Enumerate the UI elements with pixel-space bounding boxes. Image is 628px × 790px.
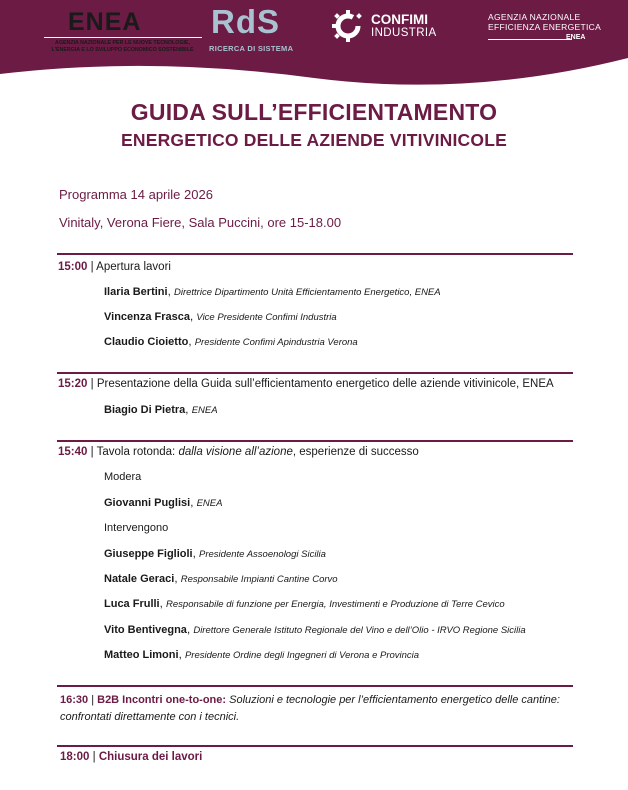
- session-title: Chiusura dei lavori: [98, 751, 203, 763]
- speaker-role: Responsabile di funzione per Energia, Investimenti e Produzione di Terre Cevico: [166, 599, 505, 610]
- speaker-row: Vito Bentivegna, Direttore Generale Istituto Regionale del Vino e dell’Olio - IRVO Regione Sicilia: [104, 624, 526, 636]
- rds-subtitle: RICERCA DI SISTEMA: [209, 44, 294, 53]
- doc-title-line-2: ENERGETICO DELLE AZIENDE VITIVINICOLE: [121, 130, 507, 150]
- speaker-role: Presidente Assoenologi Sicilia: [199, 549, 326, 560]
- section-divider: [57, 253, 573, 255]
- session-separator: |: [87, 378, 97, 390]
- session-1-header: [58, 261, 171, 273]
- agency-logo-line-2: EFFICIENZA ENERGETICA: [488, 22, 602, 32]
- enea-logo: ENEA: [68, 8, 142, 36]
- speaker-name: Ilaria Bertini: [104, 286, 168, 298]
- agency-logo-line-1: AGENZIA NAZIONALE: [488, 12, 581, 22]
- session-separator: |: [87, 446, 97, 458]
- enea-logo-rule: [44, 37, 202, 38]
- b2b-label: B2B Incontri one-to-one:: [97, 694, 227, 706]
- section-divider: [57, 440, 573, 442]
- program-venue: Vinitaly, Verona Fiere, Sala Puccini, ore 15-18.00: [59, 215, 342, 230]
- speaker-role: Direttore Generale Istituto Regionale del Vino e dell’Olio - IRVO Regione Sicilia: [193, 625, 526, 636]
- speaker-row: Matteo Limoni, Presidente Ordine degli Ingegneri di Verona e Provincia: [104, 649, 420, 661]
- section-divider: [57, 745, 573, 747]
- enea-subtitle-line-2: L'ENERGIA E LO SVILUPPO ECONOMICO SOSTENIBILE: [51, 47, 194, 53]
- speaker-role: Responsabile Impianti Cantine Corvo: [180, 574, 338, 585]
- moderator-label: Modera: [104, 471, 142, 483]
- session-separator: |: [88, 694, 98, 706]
- speaker-row: Giuseppe Figlioli, Presidente Assoenologi Sicilia: [104, 548, 326, 560]
- confimi-logo-sub: INDUSTRIA: [371, 27, 437, 39]
- speaker-row: Claudio Cioietto, Presidente Confimi Apindustria Verona: [104, 336, 358, 348]
- confimi-logo-name: CONFIMI: [371, 12, 428, 27]
- session-title-c: , esperienze di successo: [292, 446, 419, 458]
- speaker-role: ENEA: [196, 498, 223, 509]
- speaker-name: Matteo Limoni: [104, 649, 179, 661]
- session-separator: |: [87, 261, 97, 273]
- session-5-header: [60, 751, 202, 763]
- section-divider: [57, 372, 573, 374]
- session-4-block: [60, 692, 560, 726]
- doc-title-line-1: GUIDA SULL’EFFICIENTAMENTO: [130, 99, 498, 125]
- session-time: 15:40: [58, 446, 88, 458]
- session-separator: |: [89, 751, 99, 763]
- speaker-row: Luca Frulli, Responsabile di funzione per Energia, Investimenti e Produzione di Terre Cevico: [104, 598, 505, 610]
- speaker-role: ENEA: [191, 405, 218, 416]
- panel-label: Intervengono: [104, 522, 169, 534]
- speaker-role: Vice Presidente Confimi Industria: [196, 312, 337, 323]
- header-band: [0, 0, 628, 92]
- session-title: Presentazione della Guida sull’efficientamento energetico delle aziende vitivinicole, ENEA: [96, 378, 554, 390]
- enea-subtitle: [40, 40, 205, 54]
- speaker-row: Natale Geraci, Responsabile Impianti Cantine Corvo: [104, 573, 338, 585]
- program-date: Programma 14 aprile 2026: [59, 187, 213, 202]
- speaker-name: Vito Bentivegna: [104, 624, 187, 636]
- session-time: 18:00: [60, 751, 90, 763]
- session-title-a: Tavola rotonda:: [96, 446, 179, 458]
- session-title-b: dalla visione all’azione: [178, 446, 293, 458]
- speaker-name: Natale Geraci: [104, 573, 175, 585]
- speaker-role: Presidente Ordine degli Ingegneri di Verona e Provincia: [184, 650, 420, 661]
- session-time: 16:30: [60, 694, 89, 706]
- session-time: 15:20: [58, 378, 88, 390]
- speaker-name: Luca Frulli: [104, 598, 160, 610]
- speaker-name: Claudio Cioietto: [104, 336, 189, 348]
- speaker-name: Giuseppe Figlioli: [104, 548, 193, 560]
- section-divider: [57, 685, 573, 687]
- session-title: Apertura lavori: [96, 261, 171, 273]
- speaker-name: Giovanni Puglisi: [104, 497, 191, 509]
- agency-logo-enea: ENEA: [566, 34, 586, 41]
- speaker-row: Vincenza Frasca, Vice Presidente Confimi Industria: [104, 311, 337, 323]
- speaker-name: Vincenza Frasca: [104, 311, 191, 323]
- speaker-row: Ilaria Bertini, Direttrice Dipartimento Unità Efficientamento Energetico, ENEA: [104, 286, 441, 298]
- confimi-gear-icon: [332, 10, 364, 42]
- speaker-role: Direttrice Dipartimento Unità Efficientamento Energetico, ENEA: [173, 287, 441, 298]
- speaker-row: Biagio Di Pietra, ENEA: [104, 404, 218, 416]
- speaker-role: Presidente Confimi Apindustria Verona: [194, 337, 358, 348]
- session-3-header: [58, 446, 419, 458]
- session-time: 15:00: [58, 261, 88, 273]
- b2b-text: Soluzioni e tecnologie per l’efficientamento energetico delle cantine: confrontati direttamente con i tecnici.: [60, 694, 560, 723]
- agency-logo-rule: [488, 39, 572, 40]
- speaker-name: Biagio Di Pietra: [104, 404, 186, 416]
- rds-logo: RdS: [211, 3, 280, 40]
- session-2-header: [58, 378, 554, 390]
- speaker-row: Giovanni Puglisi, ENEA: [104, 497, 223, 509]
- enea-subtitle-line-1: AGENZIA NAZIONALE PER LE NUOVE TECNOLOGIE,: [55, 40, 190, 46]
